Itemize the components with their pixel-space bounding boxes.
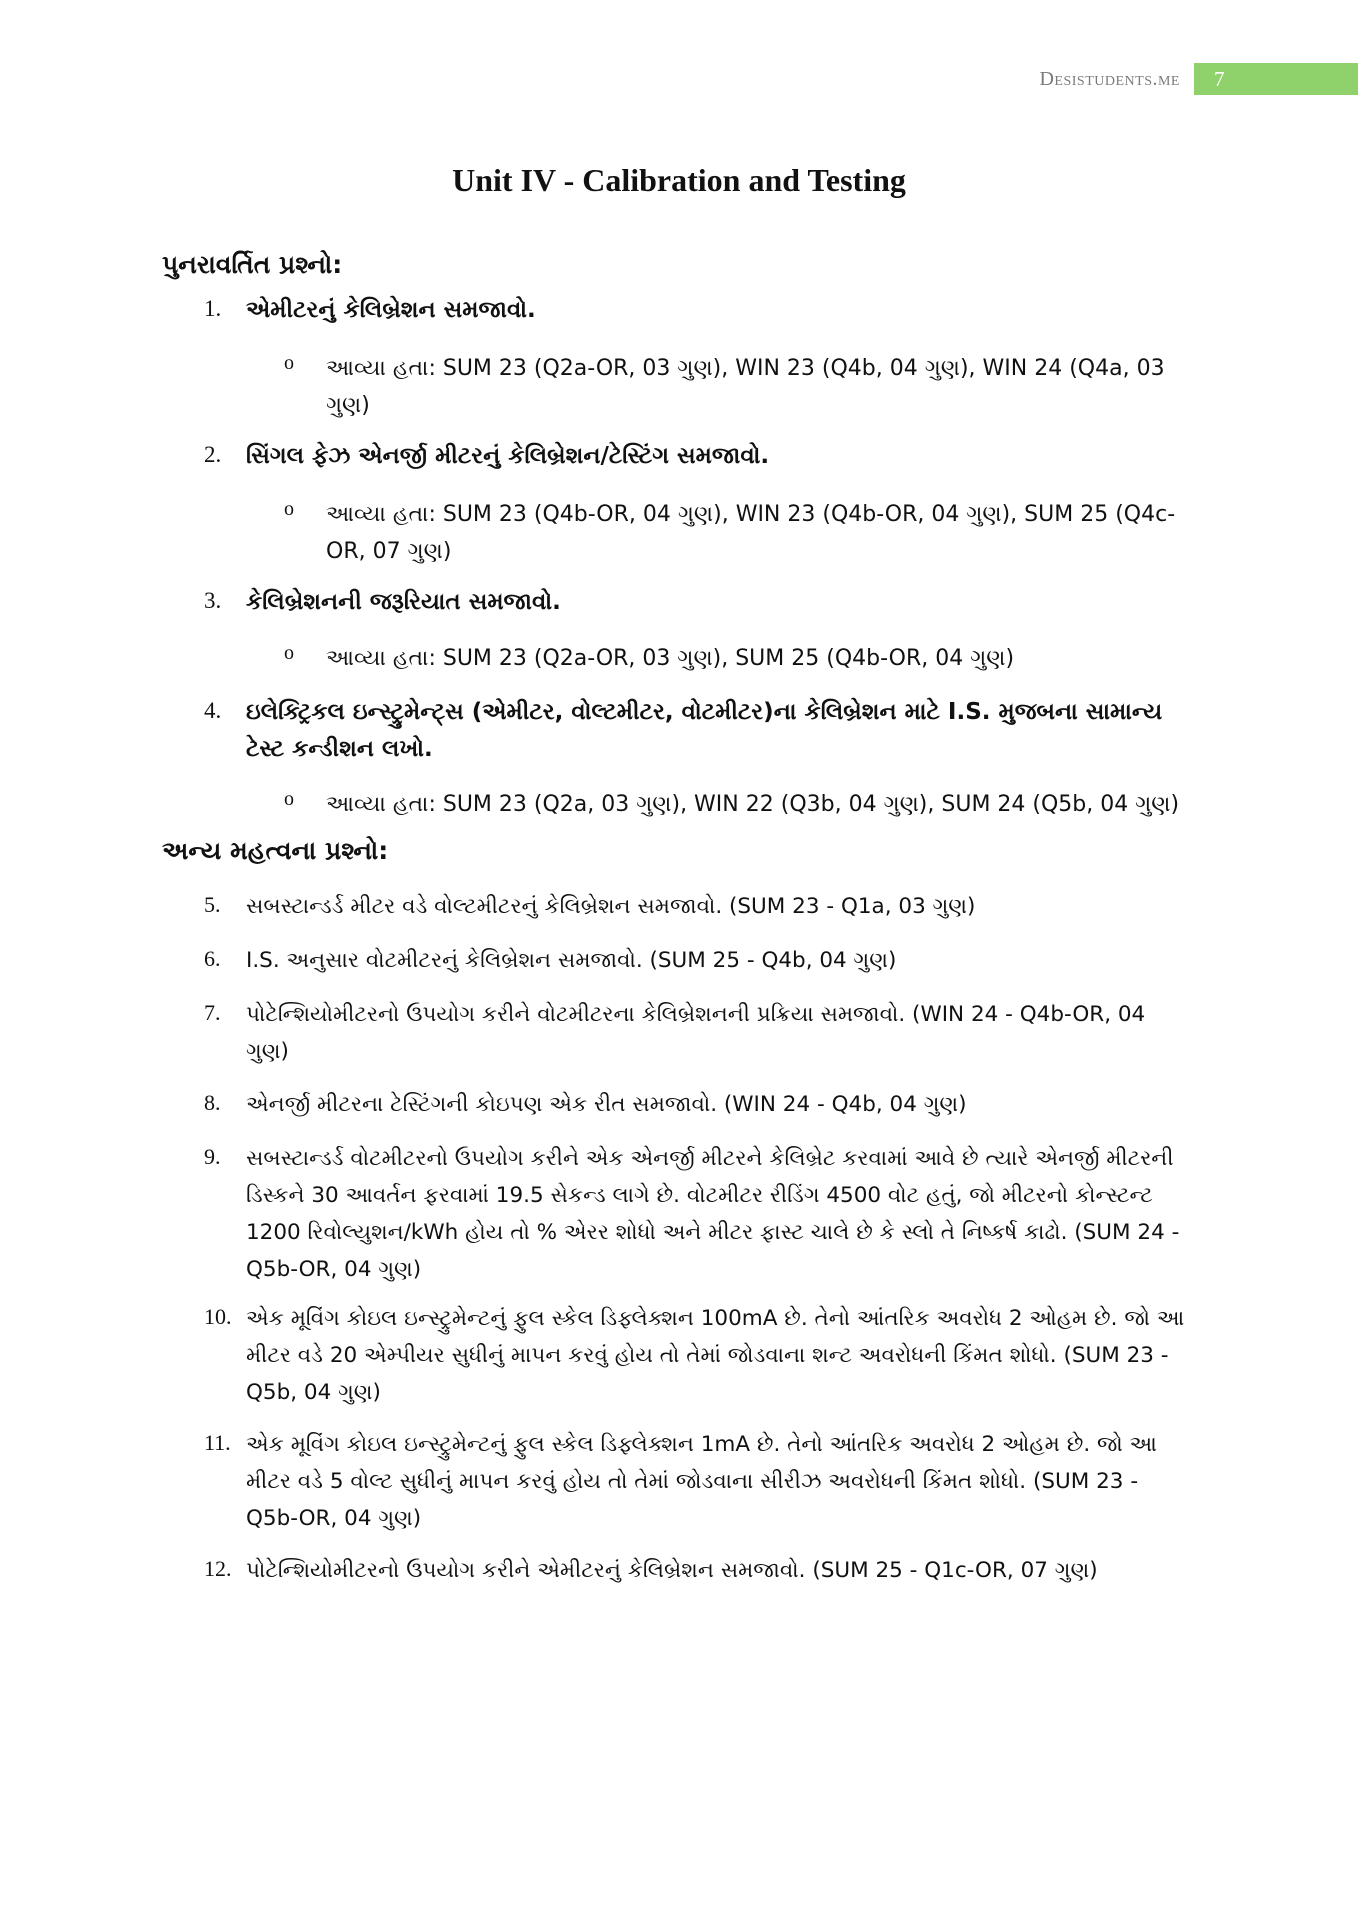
question-text: સબસ્ટાન્ડર્ડ મીટર વડે વોલ્ટમીટરનું કેલિબ્રેશન સમજાવો. (SUM 23 - Q1a, 03 ગુણ)	[246, 894, 976, 919]
question-number: 6.	[204, 946, 221, 971]
question-number: 12.	[204, 1556, 232, 1581]
question-text: ઇલેક્ટ્રિકલ ઇન્સ્ટ્રુમેન્ટ્સ (એમીટર, વોલ્ટમીટર, વોટમીટર)ના કેલિબ્રેશન માટે I.S. મુજબના સામાન્ય ટેસ્ટ કન્ડીશન લખો.	[246, 699, 1163, 762]
question-number: 8.	[204, 1090, 221, 1115]
question-text: એમીટરનું કેલિબ્રેશન સમજાવો.	[246, 297, 536, 323]
question-item	[204, 942, 1194, 979]
bullet-icon: o	[284, 642, 294, 664]
question-item	[204, 1552, 1194, 1589]
asked-info	[284, 496, 1194, 570]
question-item	[204, 1140, 1194, 1288]
question-text: સબસ્ટાન્ડર્ડ વોટમીટરનો ઉપયોગ કરીને એક એનર્જી મીટરને કેલિબ્રેટ કરવામાં આવે છે ત્યારે એનર્જી મીટરની ડિસ્કને 30 આવર્તન ફરવામાં 19.5 સેકન્ડ લાગે છે. વોટમીટર રીડિંગ 4500 વોટ હતું, જો મીટરનો કોન્સ્ટન્ટ 1200 રિવોલ્યુશન/kWh હોય તો % એરર શોધો અને મીટર ફાસ્ટ ચાલે છે કે સ્લો તે નિષ્કર્ષ કાઢો. (SUM 24 - Q5b-OR, 04 ગુણ)	[246, 1146, 1180, 1282]
question-item	[204, 1086, 1194, 1123]
question-item	[204, 888, 1194, 925]
question-text: એક મૂવિંગ કોઇલ ઇન્સ્ટ્રુમેન્ટનું ફુલ સ્કેલ ડિફ્લેક્શન 1mA છે. તેનો આંતરિક અવરોધ 2 ઓહમ છે. જો આ મીટર વડે 5 વોલ્ટ સુધીનું માપન કરવું હોય તો તેમાં જોડવાના સીરીઝ અવરોધની કિંમત શોધો. (SUM 23 - Q5b-OR, 04 ગુણ)	[246, 1432, 1157, 1531]
question-text: કેલિબ્રેશનની જરૂરિયાત સમજાવો.	[246, 589, 561, 615]
question-item	[204, 438, 1194, 475]
question-text: I.S. અનુસાર વોટમીટરનું કેલિબ્રેશન સમજાવો. (SUM 25 - Q4b, 04 ગુણ)	[246, 948, 897, 973]
section-heading-repeated: પુનરાવર્તિત પ્રશ્નો:	[162, 250, 343, 279]
bullet-icon: o	[284, 498, 294, 520]
question-text: સિંગલ ફેઝ એનર્જી મીટરનું કેલિબ્રેશન/ટેસ્ટિંગ સમજાવો.	[246, 443, 770, 469]
question-item	[204, 292, 1194, 329]
asked-info	[284, 786, 1194, 823]
bullet-icon: o	[284, 788, 294, 810]
asked-info	[284, 640, 1194, 677]
bullet-icon: o	[284, 352, 294, 374]
question-number: 4.	[204, 698, 222, 723]
question-number: 3.	[204, 588, 222, 613]
question-number: 5.	[204, 892, 221, 917]
page-header	[1039, 62, 1358, 96]
question-number: 2.	[204, 442, 222, 467]
site-name: Desistudents.me	[1039, 67, 1180, 90]
question-item	[204, 584, 1194, 621]
asked-info	[284, 350, 1194, 424]
question-text: એનર્જી મીટરના ટેસ્ટિંગની કોઇપણ એક રીત સમજાવો. (WIN 24 - Q4b, 04 ગુણ)	[246, 1092, 967, 1117]
question-item	[204, 694, 1194, 768]
question-item	[204, 996, 1194, 1070]
question-number: 9.	[204, 1144, 221, 1169]
question-item	[204, 1300, 1194, 1411]
question-text: પોટેન્શિયોમીટરનો ઉપયોગ કરીને એમીટરનું કેલિબ્રેશન સમજાવો. (SUM 25 - Q1c-OR, 07 ગુણ)	[246, 1558, 1098, 1583]
asked-text: આવ્યા હતા: SUM 23 (Q2a, 03 ગુણ), WIN 22 (Q3b, 04 ગુણ), SUM 24 (Q5b, 04 ગુણ)	[326, 792, 1180, 817]
asked-text: આવ્યા હતા: SUM 23 (Q2a-OR, 03 ગુણ), WIN 23 (Q4b, 04 ગુણ), WIN 24 (Q4a, 03 ગુણ)	[326, 356, 1165, 418]
page-number-badge: 7	[1194, 63, 1358, 95]
question-number: 1.	[204, 296, 222, 321]
asked-text: આવ્યા હતા: SUM 23 (Q2a-OR, 03 ગુણ), SUM 25 (Q4b-OR, 04 ગુણ)	[326, 646, 1015, 671]
section-heading-other: અન્ય મહત્વના પ્રશ્નો:	[162, 836, 389, 865]
asked-text: આવ્યા હતા: SUM 23 (Q4b-OR, 04 ગુણ), WIN 23 (Q4b-OR, 04 ગુણ), SUM 25 (Q4c-OR, 07 ગુણ)	[326, 502, 1176, 564]
page-title: Unit IV - Calibration and Testing	[452, 162, 906, 198]
question-text: એક મૂવિંગ કોઇલ ઇન્સ્ટ્રુમેન્ટનું ફુલ સ્કેલ ડિફ્લેક્શન 100mA છે. તેનો આંતરિક અવરોધ 2 ઓહમ છે. જો આ મીટર વડે 20 એમ્પીયર સુધીનું માપન કરવું હોય તો તેમાં જોડવાના શન્ટ અવરોધની કિંમત શોધો. (SUM 23 - Q5b, 04 ગુણ)	[246, 1306, 1185, 1405]
question-item	[204, 1426, 1194, 1537]
question-number: 10.	[204, 1304, 232, 1329]
question-text: પોટેન્શિયોમીટરનો ઉપયોગ કરીને વોટમીટરના કેલિબ્રેશનની પ્રક્રિયા સમજાવો. (WIN 24 - Q4b-OR, 04 ગુણ)	[246, 1002, 1146, 1064]
question-number: 7.	[204, 1000, 221, 1025]
question-number: 11.	[204, 1430, 231, 1455]
